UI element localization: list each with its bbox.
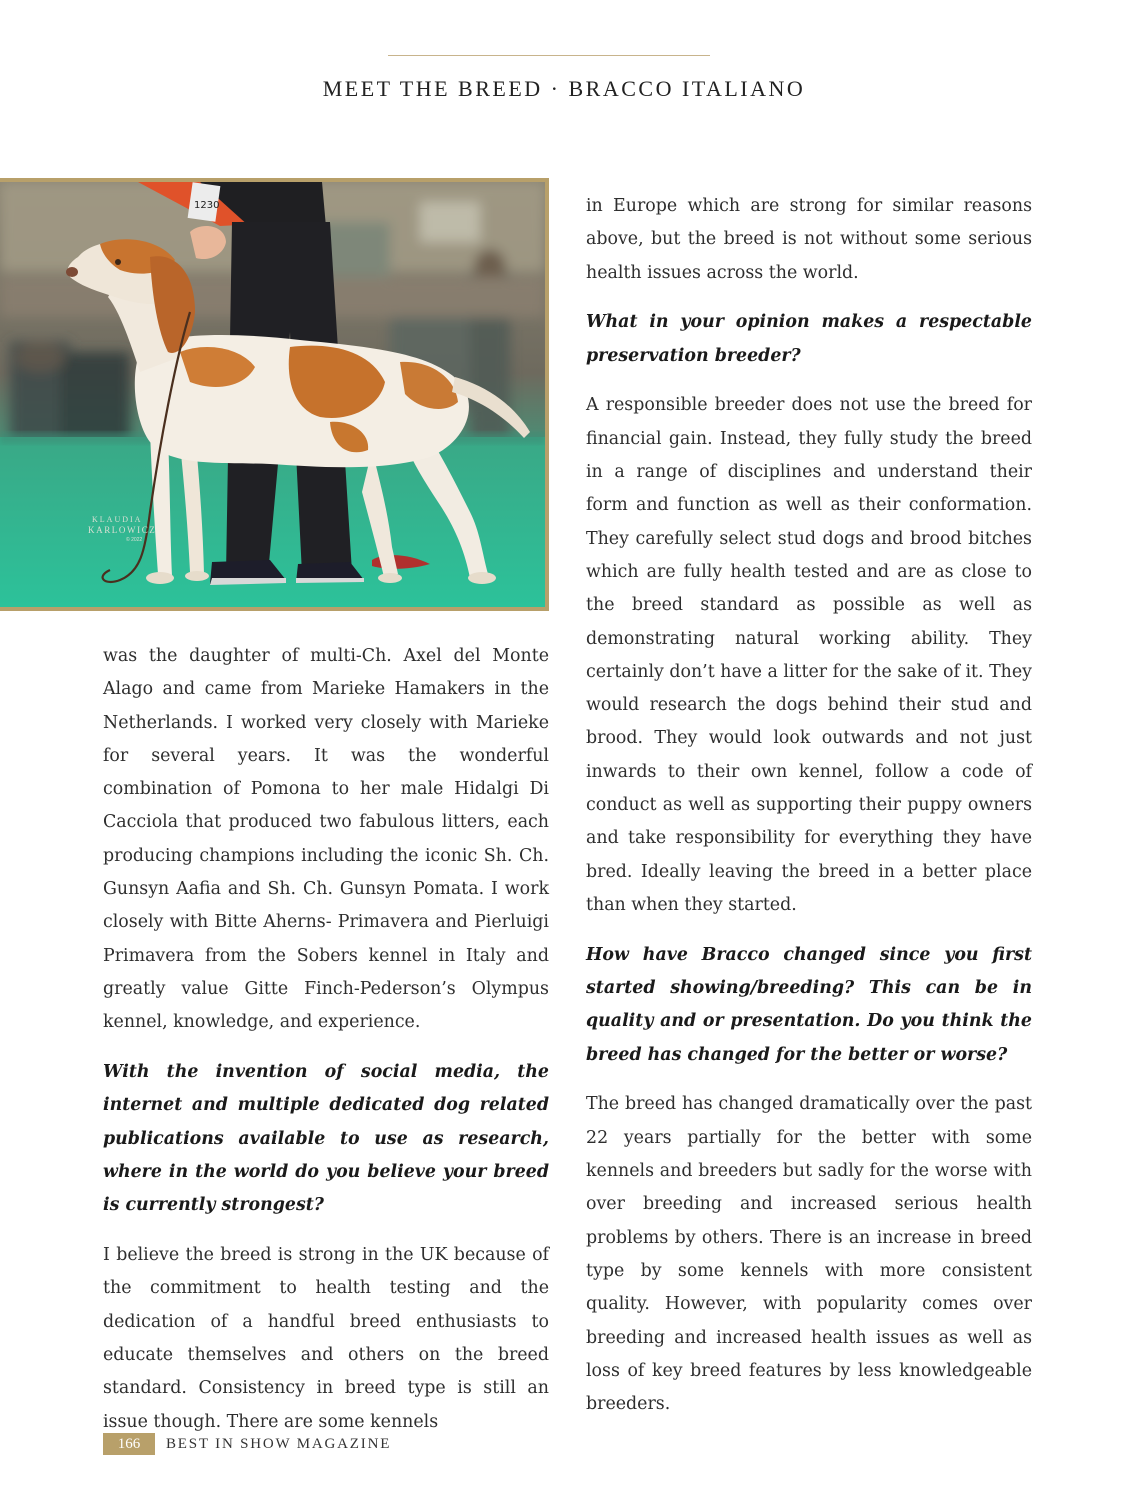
page-footer bbox=[103, 1433, 391, 1455]
interview-question: How have Bracco changed since you first started showing/breeding? This can be in quality and or presentation. Do you think the breed has changed for the better or worse? bbox=[586, 944, 1032, 1065]
paragraph: A responsible breeder does not use the breed for financial gain. Instead, they fully study the breed in a range of disciplines and understand their form and function as well as their conformation. They carefully select stud dogs and brood bitches which are fully health tested and are as close to the breed standard as possible as well as demonstrating natural working ability. They certainly don’t have a litter for the sake of it. They would research the dogs behind their stud and brood. They would look outwards and not just inwards to their own kennel, follow a code of conduct as well as supporting their puppy owners and take responsibility for everything they have bred. Ideally leaving the breed in a better place than when they started. bbox=[586, 395, 1032, 915]
watermark-line3: © 2022 bbox=[126, 537, 143, 543]
watermark-line1: KLAUDIA bbox=[92, 515, 143, 524]
article-column-right bbox=[586, 190, 1032, 1438]
paragraph: The breed has changed dramatically over the past 22 years partially for the better with some kennels and breeders but sadly for the worse with over breeding and increased serious health problems by others. There is an increase in breed type by some kennels with more consistent quality. However, with popularity comes over breeding and increased health issues as well as loss of key breed features by less knowledgeable breeders. bbox=[586, 1094, 1032, 1415]
paragraph: in Europe which are strong for similar reasons above, but the breed is not without some serious health issues across the world. bbox=[586, 196, 1032, 283]
page-number: 166 bbox=[103, 1433, 155, 1455]
header-rule bbox=[388, 55, 710, 56]
article-photo bbox=[0, 178, 549, 611]
magazine-name: BEST IN SHOW MAGAZINE bbox=[166, 1435, 392, 1452]
paragraph: was the daughter of multi-Ch. Axel del Monte Alago and came from Marieke Hamakers in the Netherlands. I worked very closely with Marieke for several years. It was the wonderful combination of Pomona to her male Hidalgi Di Cacciola that produced two fabulous litters, each producing champions including the iconic Sh. Ch. Gunsyn Aafia and Sh. Ch. Gunsyn Pomata. I work closely with Bitte Aherns- Primavera and Pierluigi Primavera from the Sobers kennel in Italy and greatly value Gitte Finch-Pederson’s Olympus kennel, knowledge, and experience. bbox=[103, 646, 549, 1033]
interview-question: With the invention of social media, the internet and multiple dedicated dog related publications available to use as research, where in the world do you believe your breed is currently strongest? bbox=[103, 1062, 549, 1216]
dog-show-photo bbox=[0, 182, 545, 607]
interview-question: What in your opinion makes a respectable preservation breeder? bbox=[586, 312, 1032, 366]
paragraph: I believe the breed is strong in the UK because of the commitment to health testing and the dedication of a handful breed enthusiasts to educate themselves and others on the breed standard. Consistency in breed type is still an issue though. There are some kennels bbox=[103, 1245, 549, 1432]
page-title: MEET THE BREED · BRACCO ITALIANO bbox=[322, 76, 806, 101]
watermark-line2: KARLOWICZ bbox=[88, 525, 157, 535]
bib-number: 1230 bbox=[194, 200, 220, 211]
article-column-left bbox=[103, 640, 549, 1455]
